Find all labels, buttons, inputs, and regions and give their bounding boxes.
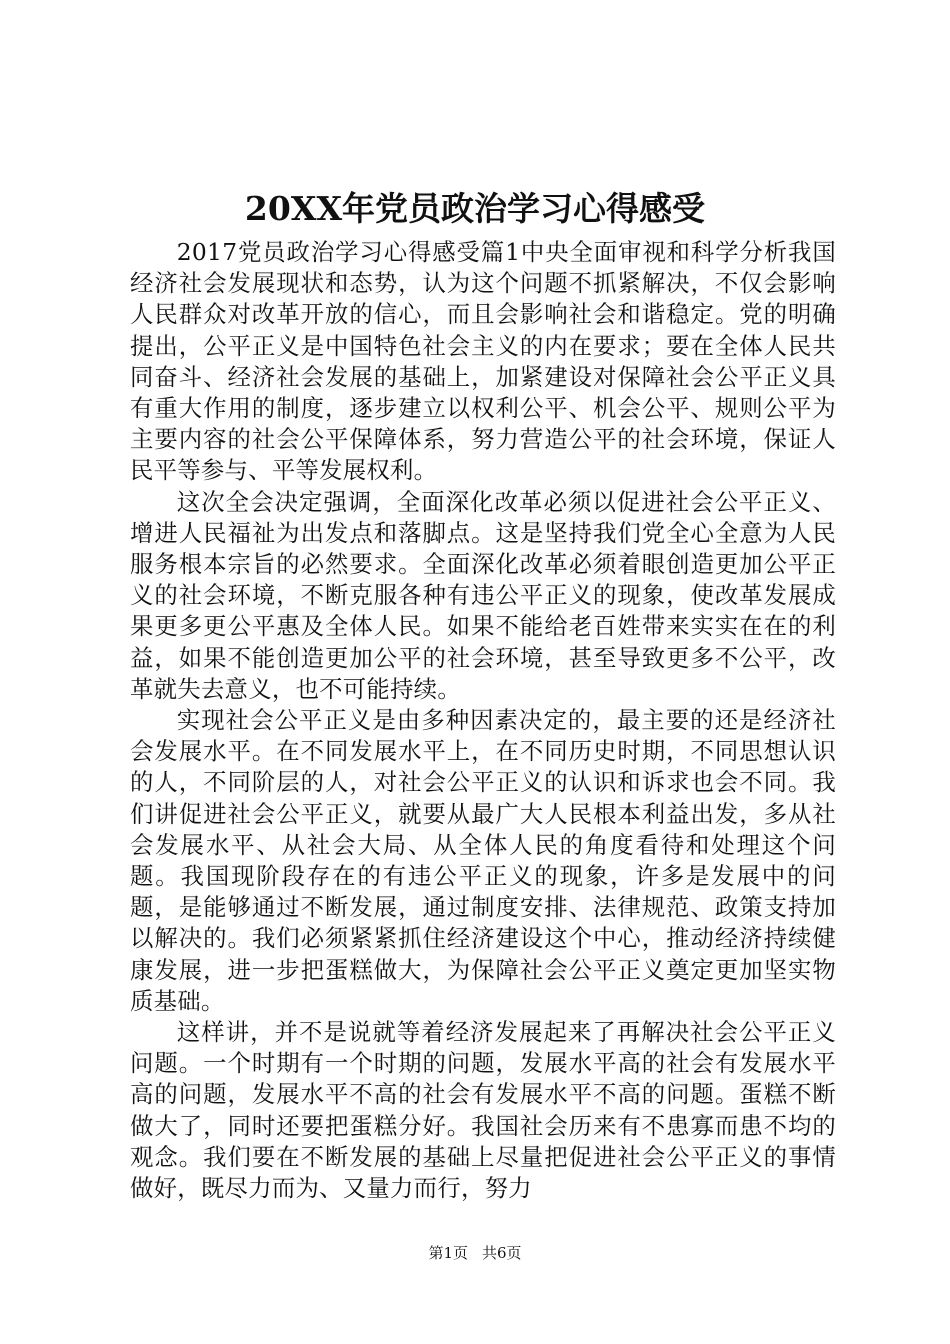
document-title: 20XX年党员政治学习心得感受 — [244, 189, 706, 228]
paragraph-3: 实现社会公平正义是由多种因素决定的，最主要的还是经济社会发展水平。在不同发展水平上，在不同历史时期，不同思想认识的人，不同阶层的人，对社会公平正义的认识和诉求也会不同。我们讲促进社会公平正义，就要从最广大人民根本利益出发，多从社会发展水平、从社会大局、从全体人民的角度看待和处理这个问题。我国现阶段存在的有违公平正义的现象，许多是发展中的问题，是能够通过不断发展，通过制度安排、法律规范、政策支持加以解决的。我们必须紧紧抓住经济建设这个中心，推动经济持续健康发展，进一步把蛋糕做大，为保障社会公平正义奠定更加坚实物质基础。 — [130, 706, 836, 1015]
paragraph-4: 这样讲，并不是说就等着经济发展起来了再解决社会公平正义问题。一个时期有一个时期的问题，发展水平高的社会有发展水平高的问题，发展水平不高的社会有发展水平不高的问题。蛋糕不断做大了，同时还要把蛋糕分好。我国社会历来有不患寡而患不均的观念。我们要在不断发展的基础上尽量把促进社会公平正义的事情做好，既尽力而为、又量力而行，努力 — [130, 1018, 836, 1203]
page-number: 第1页 — [428, 1244, 468, 1262]
page-total: 共6页 — [482, 1244, 522, 1262]
paragraph-1: 2017党员政治学习心得感受篇1中央全面审视和科学分析我国经济社会发展现状和态势，认为这个问题不抓紧解决，不仅会影响人民群众对改革开放的信心，而且会影响社会和谐稳定。党的明确提出，公平正义是中国特色社会主义的内在要求；要在全体人民共同奋斗、经济社会发展的基础上，加紧建设对保障社会公平正义具有重大作用的制度，逐步建立以权利公平、机会公平、规则公平为主要内容的社会公平保障体系，努力营造公平的社会环境，保证人民平等参与、平等发展权利。 — [130, 238, 836, 485]
document-body — [130, 237, 836, 1204]
page-footer — [0, 1242, 950, 1264]
paragraph-2: 这次全会决定强调，全面深化改革必须以促进社会公平正义、增进人民福祉为出发点和落脚点。这是坚持我们党全心全意为人民服务根本宗旨的必然要求。全面深化改革必须着眼创造更加公平正义的社会环境，不断克服各种有违公平正义的现象，使改革发展成果更多更公平惠及全体人民。如果不能给老百姓带来实实在在的利益，如果不能创造更加公平的社会环境，甚至导致更多不公平，改革就失去意义，也不可能持续。 — [130, 487, 836, 703]
